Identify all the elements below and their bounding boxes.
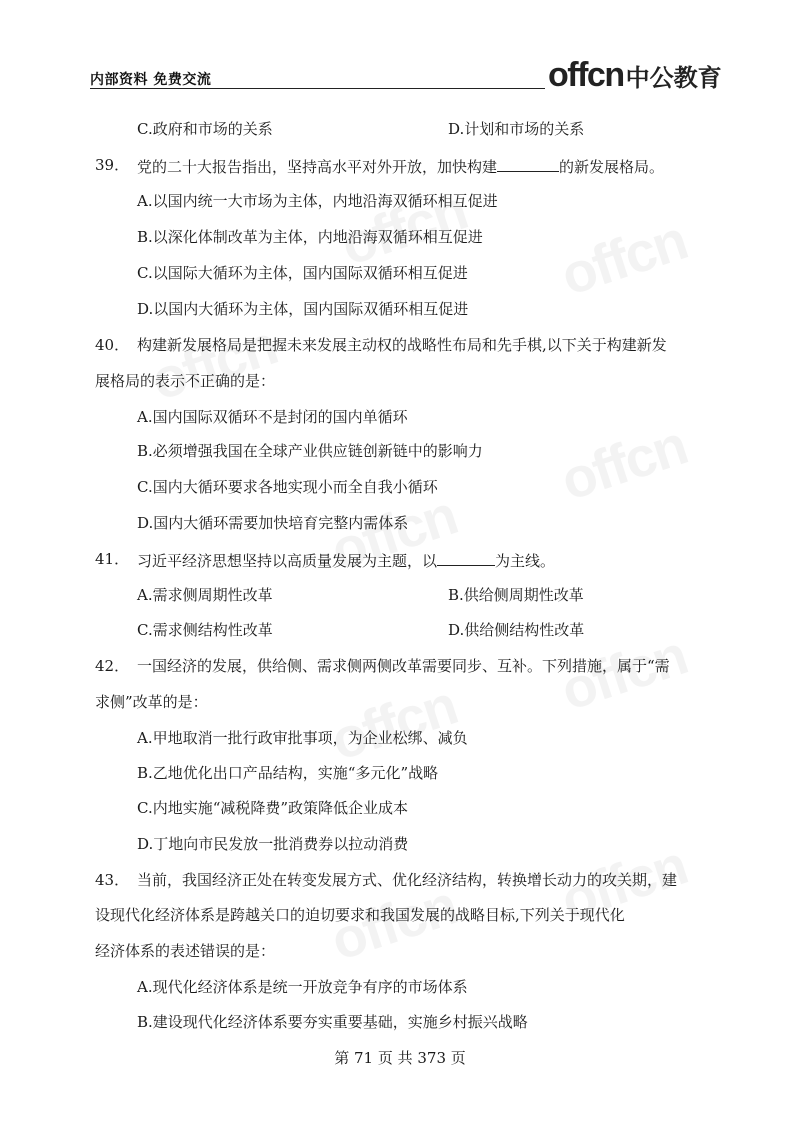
q38-option-c: C.政府和市场的关系 <box>137 120 273 138</box>
q41-stem-post: 为主线。 <box>495 552 556 570</box>
q40-stem-line1: 构建新发展格局是把握未来发展主动权的战略性布局和先手棋,以下关于构建新发 <box>137 336 667 354</box>
q40-option-c: C.国内大循环要求各地实现小而全自我小循环 <box>137 478 438 496</box>
q39-stem-post: 的新发展格局。 <box>559 158 665 176</box>
offcn-watermark <box>553 207 694 308</box>
q40-option-d: D.国内大循环需要加快培育完整内需体系 <box>137 514 409 532</box>
q42-number: 42． <box>95 657 130 675</box>
q43-option-a: A.现代化经济体系是统一开放竞争有序的市场体系 <box>137 978 468 996</box>
q42-option-d: D.丁地向市民发放一批消费券以拉动消费 <box>137 835 409 853</box>
q40-stem-line2: 展格局的表示不正确的是： <box>95 372 276 390</box>
q40-option-b: B.必须增强我国在全球产业供应链创新链中的影响力 <box>137 442 483 460</box>
q42-option-a: A.甲地取消一批行政审批事项，为企业松绑、减负 <box>137 729 468 747</box>
q39-stem <box>137 158 664 175</box>
offcn-watermark <box>143 312 284 413</box>
q41-number: 41． <box>95 550 130 568</box>
logo-chinese: 中公教育 <box>625 64 722 92</box>
q41-stem-pre: 习近平经济思想坚持以高质量发展为主题，以 <box>137 552 438 570</box>
q39-option-b: B.以深化体制改革为主体，内地沿海双循环相互促进 <box>137 228 483 246</box>
q39-number: 39． <box>95 156 130 174</box>
q41-option-b: B.供给侧周期性改革 <box>448 586 584 604</box>
offcn-logo <box>548 58 722 92</box>
q40-number: 40． <box>95 336 130 354</box>
q41-option-c: C.需求侧结构性改革 <box>137 621 273 639</box>
q42-option-b: B.乙地优化出口产品结构，实施“多元化”战略 <box>137 764 439 782</box>
q41-blank <box>437 552 495 566</box>
q42-option-c: C.内地实施“减税降费”政策降低企业成本 <box>137 799 409 817</box>
q42-stem-line1: 一国经济的发展，供给侧、需求侧两侧改革需要同步、互补。下列措施，属于“需 <box>137 657 670 675</box>
page-footer: 第 71 页 共 373 页 <box>334 1049 466 1067</box>
q40-option-a: A.国内国际双循环不是封闭的国内单循环 <box>137 408 408 426</box>
q43-stem-line1: 当前，我国经济正处在转变发展方式、优化经济结构，转换增长动力的攻关期，建 <box>137 871 678 889</box>
q38-option-d: D.计划和市场的关系 <box>448 120 585 138</box>
q39-option-c: C.以国际大循环为主体，国内国际双循环相互促进 <box>137 264 468 282</box>
q41-option-a: A.需求侧周期性改革 <box>137 586 273 604</box>
q41-option-d: D.供给侧结构性改革 <box>448 621 585 639</box>
q39-blank <box>497 158 559 172</box>
q39-option-a: A.以国内统一大市场为主体，内地沿海双循环相互促进 <box>137 192 498 210</box>
q43-stem-line2: 设现代化经济体系是跨越关口的迫切要求和我国发展的战略目标,下列关于现代化 <box>95 906 625 924</box>
q42-stem-line2: 求侧”改革的是： <box>95 693 208 711</box>
q43-number: 43． <box>95 871 130 889</box>
offcn-watermark <box>553 412 694 513</box>
q39-stem-pre: 党的二十大报告指出，坚持高水平对外开放，加快构建 <box>137 158 498 176</box>
header-left-text: 内部资料 免费交流 <box>90 72 212 88</box>
q43-stem-line3: 经济体系的表述错误的是： <box>95 942 276 960</box>
q39-option-d: D.以国内大循环为主体，国内国际双循环相互促进 <box>137 300 469 318</box>
q43-option-b: B.建设现代化经济体系要夯实重要基础，实施乡村振兴战略 <box>137 1013 528 1031</box>
logo-latin: offcn <box>548 56 624 94</box>
q41-stem <box>137 552 555 569</box>
offcn-watermark <box>323 672 464 773</box>
header-rule <box>90 88 545 89</box>
